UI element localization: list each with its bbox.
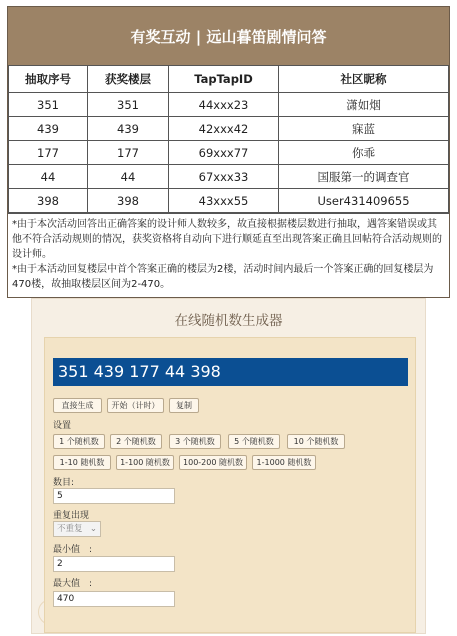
column-header-nickname: 社区昵称 (279, 66, 449, 93)
cell-taptap-id: 69xxx77 (169, 141, 279, 165)
min-input[interactable]: 2 (53, 556, 175, 572)
table-header-row (9, 66, 449, 93)
generator-title: 在线随机数生成器 (174, 313, 283, 329)
column-header-taptap-id: TapTapID (169, 66, 279, 93)
cell-draw-number: 44 (9, 165, 88, 189)
cell-nickname: 国服第一的调查官 (279, 165, 449, 189)
cell-nickname: User431409655 (279, 189, 449, 213)
note-paragraph: *由于本活动回复楼层中首个答案正确的楼层为2楼，活动时间内最后一个答案正确的回复楼层为470楼，故抽取楼层区间为2-470。 (12, 264, 434, 290)
column-header-draw-number: 抽取序号 (9, 66, 88, 93)
cell-floor: 351 (88, 93, 169, 117)
max-input[interactable]: 470 (53, 591, 175, 607)
table-row (9, 117, 449, 141)
cell-nickname: 你乖 (279, 141, 449, 165)
range-1-10-button[interactable]: 1-10 随机数 (53, 455, 111, 470)
preset-10-random-button[interactable]: 10 个随机数 (287, 434, 345, 449)
table-row (9, 165, 449, 189)
cell-taptap-id: 43xxx55 (169, 189, 279, 213)
cell-floor: 177 (88, 141, 169, 165)
cell-taptap-id: 67xxx33 (169, 165, 279, 189)
table-row (9, 189, 449, 213)
direct-generate-button[interactable]: 直接生成 (53, 398, 102, 413)
chevron-down-icon: ⌄ (89, 524, 97, 534)
cell-taptap-id: 42xxx42 (169, 117, 279, 141)
preset-2-random-button[interactable]: 2 个随机数 (110, 434, 162, 449)
table-row (9, 141, 449, 165)
cell-nickname: 潇如烟 (279, 93, 449, 117)
column-header-floor: 获奖楼层 (88, 66, 169, 93)
count-label: 数目: (53, 478, 75, 488)
copy-button[interactable]: 复制 (169, 398, 199, 413)
range-100-200-button[interactable]: 100-200 随机数 (179, 455, 247, 470)
repeat-select-value: 不重复 (57, 524, 83, 534)
cell-draw-number: 351 (9, 93, 88, 117)
result-display: 351 439 177 44 398 (53, 358, 408, 386)
generator-form (44, 337, 416, 633)
cell-taptap-id: 44xxx23 (169, 93, 279, 117)
count-input[interactable]: 5 (53, 488, 175, 504)
note-paragraph: *由于本次活动回答出正确答案的设计师人数较多，故直接根据楼层数进行抽取，遇答案错误或其他不符合活动规则的情况，获奖资格将自动向下进行顺延直至出现答案正确且回帖符合活动规则的设计师。 (12, 219, 442, 260)
preset-3-random-button[interactable]: 3 个随机数 (169, 434, 221, 449)
settings-label: 设置 (53, 421, 72, 431)
start-timed-button[interactable]: 开始（计时） (107, 398, 164, 413)
repeat-label: 重复出现 (53, 511, 90, 521)
range-1-100-button[interactable]: 1-100 随机数 (116, 455, 174, 470)
random-number-generator-panel (31, 298, 426, 634)
table-row (9, 93, 449, 117)
cell-floor: 44 (88, 165, 169, 189)
preset-1-random-button[interactable]: 1 个随机数 (53, 434, 105, 449)
repeat-select[interactable] (53, 521, 101, 537)
cell-draw-number: 398 (9, 189, 88, 213)
cell-draw-number: 439 (9, 117, 88, 141)
card-title: 有奖互动 | 远山暮笛剧情问答 (8, 7, 449, 65)
cell-floor: 439 (88, 117, 169, 141)
award-card (7, 6, 450, 298)
preset-5-random-button[interactable]: 5 个随机数 (228, 434, 280, 449)
cell-floor: 398 (88, 189, 169, 213)
min-label: 最小值 : (53, 545, 93, 555)
range-1-1000-button[interactable]: 1-1000 随机数 (252, 455, 316, 470)
winners-table (8, 65, 449, 213)
max-label: 最大值 : (53, 579, 93, 589)
cell-nickname: 寐蓝 (279, 117, 449, 141)
cell-draw-number: 177 (9, 141, 88, 165)
rules-notes (8, 213, 449, 297)
